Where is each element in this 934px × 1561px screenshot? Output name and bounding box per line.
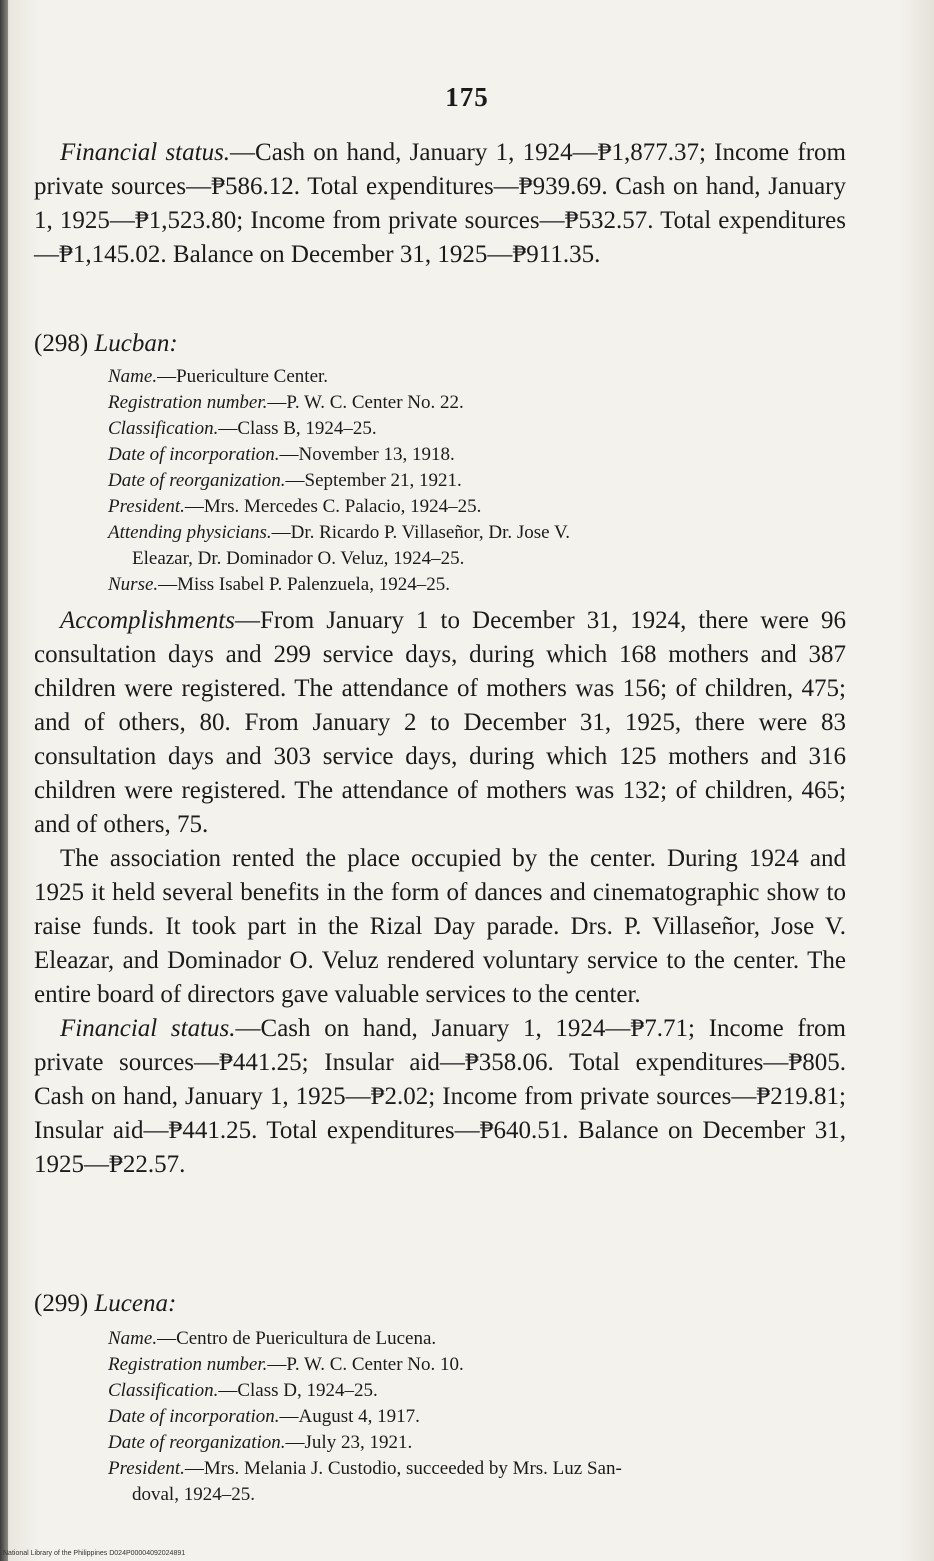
entry-value: —Mrs. Melania J. Custodio, succeeded by Mrs. Luz San- xyxy=(184,1458,622,1479)
entry-label: Date of reorganization. xyxy=(108,470,286,491)
entry-row xyxy=(108,1378,848,1404)
page-binding-edge xyxy=(0,0,8,1561)
accomplishments-text: —From January 1 to December 31, 1924, there were 96 consultation days and 299 service days, during which 168 mothers and 387 children were registered. The attendance of mothers was 156; of children, 475; and of others, 80. From January 2 to December 31, 1925, there were 83 consultation days and 303 service days, during which 125 mothers and 316 children were registered. The attendance of mothers was 132; of children, 465; and of others, 75. xyxy=(34,607,846,838)
lucena-heading xyxy=(34,1290,846,1318)
entry-row xyxy=(108,468,848,494)
financial-status-paragraph xyxy=(34,136,846,272)
entry-value: —September 21, 1921. xyxy=(285,470,462,491)
entry-row xyxy=(108,442,848,468)
entry-label: Nurse. xyxy=(108,574,159,595)
financial-status-top xyxy=(34,136,846,272)
entry-value: —November 13, 1918. xyxy=(279,444,455,465)
entry-label: President. xyxy=(108,1458,185,1479)
financial-status-text: —Cash on hand, January 1, 1924—₱7.71; Income from private sources—₱441.25; Insular aid—₱358.06. Total expenditures—₱805. Cash on hand, January 1, 1925—₱2.02; Income from private sources—₱219.81; Insular aid—₱441.25. Total expenditures—₱640.51. Balance on December 31, 1925—₱22.57. xyxy=(34,1015,846,1178)
lucban-accomplishments xyxy=(34,604,846,1182)
entry-label: President. xyxy=(108,496,185,517)
entry-value: —Class B, 1924–25. xyxy=(218,418,377,439)
entry-label: Classification. xyxy=(108,1380,219,1401)
lucena-entries xyxy=(108,1326,848,1508)
entry-label: Classification. xyxy=(108,418,219,439)
entry-value: —Miss Isabel P. Palenzuela, 1924–25. xyxy=(158,574,450,595)
entry-row xyxy=(108,364,848,390)
entry-row xyxy=(108,1456,848,1482)
entry-label: Date of reorganization. xyxy=(108,1432,286,1453)
entry-value: —Puericulture Center. xyxy=(157,366,329,387)
entry-value: —Class D, 1924–25. xyxy=(218,1380,378,1401)
section-number: (298) xyxy=(34,330,89,357)
financial-status-label: Financial status. xyxy=(60,139,231,166)
entry-label: Date of incorporation. xyxy=(108,444,280,465)
entry-row xyxy=(108,390,848,416)
section-name: Lucena: xyxy=(94,1290,177,1317)
entry-value: doval, 1924–25. xyxy=(132,1484,255,1505)
entry-row xyxy=(108,1404,848,1430)
section-name: Lucban: xyxy=(94,330,178,357)
entry-row xyxy=(108,494,848,520)
entry-row-continuation xyxy=(108,546,848,572)
entry-label: Date of incorporation. xyxy=(108,1406,280,1427)
financial-status-text: —Cash on hand, January 1, 1924—₱1,877.37; Income from private sources—₱586.12. Total expenditures—₱939.69. Cash on hand, January 1, 1925—₱1,523.80; Income from private sources—₱532.57. Total expenditures—₱1,145.02. Balance on December 31, 1925—₱911.35. xyxy=(34,139,846,268)
page-number: 175 xyxy=(445,82,489,112)
entry-value: —Centro de Puericultura de Lucena. xyxy=(157,1328,437,1349)
entry-label: Name. xyxy=(108,366,158,387)
entry-row-continuation xyxy=(108,1482,848,1508)
entry-value: —P. W. C. Center No. 10. xyxy=(267,1354,464,1375)
entry-value: —P. W. C. Center No. 22. xyxy=(267,392,464,413)
entry-row xyxy=(108,416,848,442)
accomplishments-label: Accomplishments xyxy=(60,607,235,634)
lucban-entries xyxy=(108,364,848,598)
financial-status-label: Financial status. xyxy=(60,1015,236,1042)
lucban-heading xyxy=(34,330,846,358)
entry-value: —Mrs. Mercedes C. Palacio, 1924–25. xyxy=(184,496,482,517)
entry-label: Registration number. xyxy=(108,392,268,413)
entry-row xyxy=(108,1326,848,1352)
entry-value: —August 4, 1917. xyxy=(279,1406,420,1427)
association-paragraph: The association rented the place occupied by the center. During 1924 and 1925 it held several benefits in the form of dances and cinematographic show to raise funds. It took part in the Rizal Day parade. Drs. P. Villaseñor, Jose V. Eleazar, and Dominador O. Veluz rendered voluntary service to the center. The entire board of directors gave valuable services to the center. xyxy=(34,845,846,1008)
entry-row xyxy=(108,572,848,598)
entry-row xyxy=(108,520,848,546)
library-credit-footer: National Library of the Philippines D024P00004092024891 xyxy=(3,1550,186,1557)
section-heading xyxy=(34,1290,846,1318)
entry-value: —Dr. Ricardo P. Villaseñor, Dr. Jose V. xyxy=(271,522,570,543)
lucban-financial-paragraph xyxy=(34,1012,846,1182)
entry-label: Name. xyxy=(108,1328,158,1349)
entry-label: Attending physicians. xyxy=(108,522,272,543)
accomplishments-paragraph xyxy=(34,604,846,842)
entry-value: —July 23, 1921. xyxy=(285,1432,413,1453)
entry-label: Registration number. xyxy=(108,1354,268,1375)
entry-row xyxy=(108,1352,848,1378)
section-number: (299) xyxy=(34,1290,89,1317)
entry-row xyxy=(108,1430,848,1456)
section-heading xyxy=(34,330,846,358)
entry-value: Eleazar, Dr. Dominador O. Veluz, 1924–25. xyxy=(132,548,465,569)
